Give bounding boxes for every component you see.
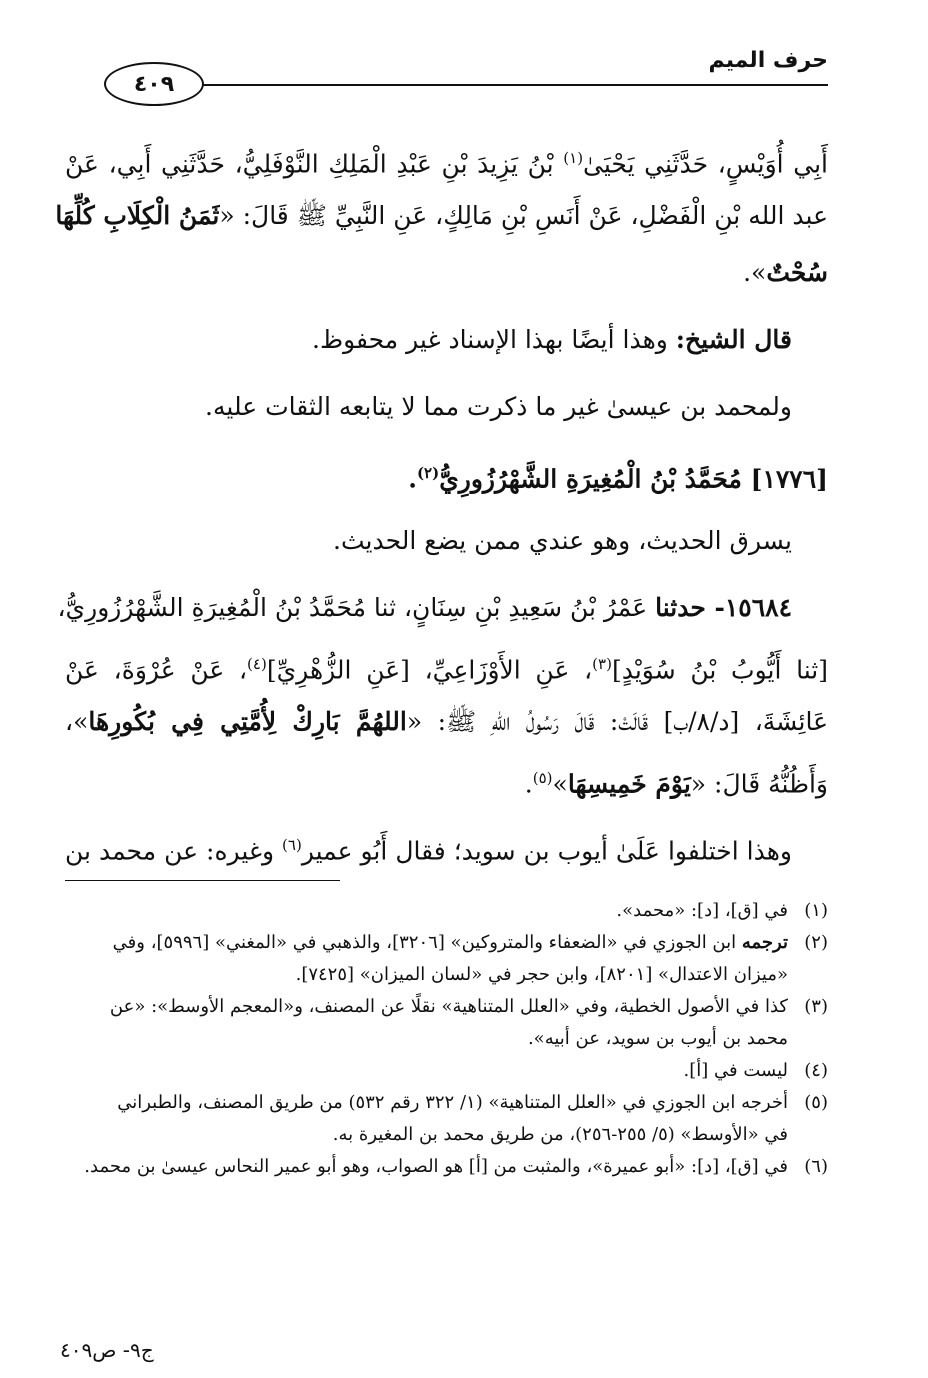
- footnote-ref: (٦): [282, 836, 302, 854]
- footnote-ref: (٤): [247, 655, 267, 673]
- header-rule: [200, 84, 828, 86]
- narrator-note: ولمحمد بن عيسىٰ غير ما ذكرت مما لا يتابعه الثقات عليه.: [205, 392, 792, 421]
- entry-heading: [١٧٧٦] مُحَمَّدُ بْنُ الْمُغِيرَةِ الشَّهْرُزُورِيُّ$^{(٢)}$.: [408, 464, 828, 494]
- footnote-item: (٥) أخرجه ابن الجوزي في «العلل المتناهية» (١/ ٣٢٢ رقم ٥٣٢) من طريق المصنف، والطبراني في «الأوسط» (٥/ ٢٥٥-٢٥٦)، من طريق محمد بن المغيرة به.: [117, 1092, 828, 1145]
- text-line: عبد الله بْنِ الْفَضْلِ، عَنْ أَنَسِ بْنِ مَالِكٍ، عَنِ النَّبِيِّ ﷺ قَالَ: «ثَمَنُ الْكِلَابِ كُلِّهَا: [55, 201, 828, 230]
- running-header-title: حرف الميم: [708, 48, 828, 73]
- footnote-item: (٢) ترجمه ابن الجوزي في «الضعفاء والمتروكين» [٣٢٠٦]، والذهبي في «المغني» [٥٩٩٦]، وفي «ميزان الاعتدال» [٨٢٠١]، وابن حجر في «لسان الميزان» [٧٤٢٥].: [112, 932, 828, 985]
- hadith-line: وَأَظُنُّهُ قَالَ: «يَوْمَ خَمِيسِهَا»$^{(٥)}$.: [524, 769, 828, 799]
- hadith-line: ١٥٦٨٤- حدثنا عَمْرُ بْنُ سَعِيدِ بْنِ سِنَانٍ، ثنا مُحَمَّدُ بْنُ الْمُغِيرَةِ الشَّهْرُزُورِيُّ،: [57, 593, 792, 622]
- text-line: سُحْتٌ».: [743, 258, 828, 287]
- page-number-badge: [104, 62, 204, 106]
- footnote-item: (٣) كذا في الأصول الخطية، وفي «العلل المتناهية» نقلًا عن المصنف، و«المعجم الأوسط»: «عن محمد بن أيوب بن سويد، عن أبيه».: [109, 996, 828, 1049]
- entry-description: يسرق الحديث، وهو عندي ممن يضع الحديث.: [333, 526, 792, 555]
- footnote-ref: (٥): [532, 769, 553, 787]
- footnote-item: (٦) في [ق]، [د]: «أبو عميرة»، والمثبت من [أ] هو الصواب، وهو أبو عمير النحاس عيسىٰ بن محمد.: [84, 1156, 828, 1177]
- footnote-ref: (١): [563, 149, 584, 167]
- shaykh-comment: قال الشيخ: وهذا أيضًا بهذا الإسناد غير محفوظ.: [312, 325, 792, 354]
- footnotes: [60, 895, 828, 1183]
- volume-page-signature: ج٩- ص٤٠٩: [60, 1338, 154, 1362]
- hadith-line: عَائِشَةَ، [د/٨/ب] قَالَتْ: قَالَ رَسُولُ اللهِ ﷺ: «اللهُمَّ بَارِكْ لِأُمَّتِي فِي بُكُورِهَا»،: [65, 707, 828, 736]
- text-line: وهذا اختلفوا عَلَىٰ أيوب بن سويد؛ فقال أَبُو عمير$^{(٦)}$ وغيره: عن محمد بن: [65, 836, 792, 866]
- footnote-item: (١) في [ق]، [د]: «محمد».: [616, 900, 828, 921]
- hadith-number: ١٥٦٨٤- حدثنا: [655, 593, 792, 622]
- main-text: [55, 130, 828, 874]
- footnote-ref: (٣): [592, 655, 612, 673]
- footnote-separator: [65, 880, 340, 881]
- page-number: ٤٠٩: [133, 71, 175, 97]
- text-line: أَبِي أُوَيْسٍ، حَدَّثَنِي يَحْيَىٰ$^{(١)}$ بْنُ يَزِيدَ بْنِ عَبْدِ الْمَلِكِ النَّوْفَلِيُّ، حَدَّثَنِي أَبِي، عَنْ: [65, 149, 828, 179]
- hadith-line: [ثنا أَيُّوبُ بْنُ سُوَيْدٍ]$^{(٣)}$، عَنِ الأَوْزَاعِيِّ، [عَنِ الزُّهْرِيِّ]$^{(٤)}$، عَنْ عُرْوَةَ، عَنْ: [65, 655, 828, 685]
- footnote-item: (٤) ليست في [أ].: [683, 1060, 828, 1081]
- footnote-ref: (٢): [416, 464, 440, 482]
